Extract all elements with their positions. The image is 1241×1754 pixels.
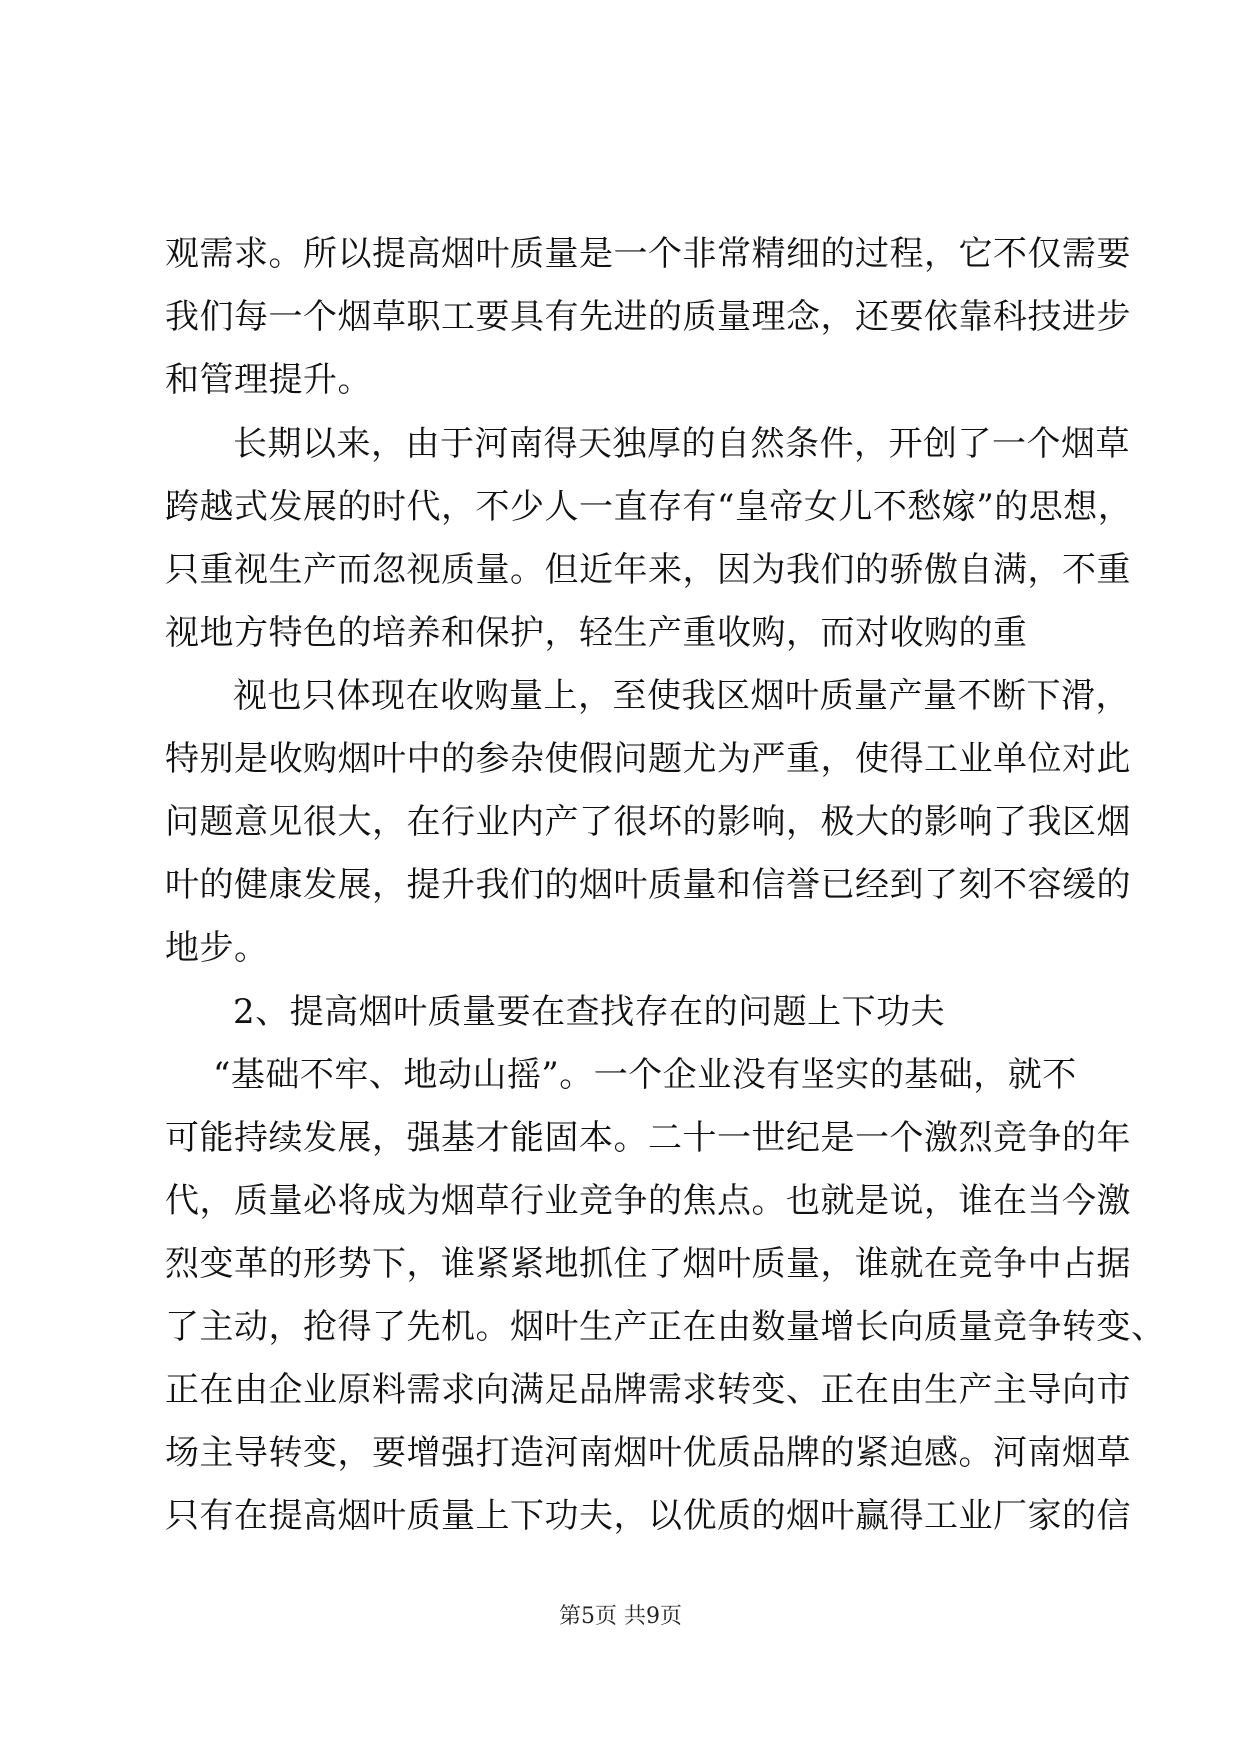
text-line: 问题意见很大，在行业内产了很坏的影响，极大的影响了我区烟 [165, 802, 1131, 842]
text-line: 可能持续发展，强基才能固本。二十一世纪是一个激烈竞争的年 [165, 1118, 1131, 1158]
text-line: 视也只体现在收购量上，至使我区烟叶质量产量不断下滑， [233, 676, 1130, 716]
text-line: 只重视生产而忽视质量。但近年来，因为我们的骄傲自满，不重 [165, 550, 1131, 590]
text-line: “基础不牢、地动山摇”。一个企业没有坚实的基础，就不 [213, 1055, 1077, 1095]
text-line: 叶的健康发展，提升我们的烟叶质量和信誉已经到了刻不容缓的 [165, 865, 1131, 905]
text-line: 烈变革的形势下，谁紧紧地抓住了烟叶质量，谁就在竞争中占据 [165, 1244, 1131, 1284]
page-number-footer: 第5页 共9页 [559, 1604, 682, 1629]
text-line: 代，质量必将成为烟草行业竞争的焦点。也就是说，谁在当今激 [165, 1181, 1131, 1221]
text-line: 长期以来，由于河南得天独厚的自然条件，开创了一个烟草 [233, 424, 1130, 464]
text-line: 地步。 [165, 928, 269, 968]
text-line: 我们每一个烟草职工要具有先进的质量理念，还要依靠科技进步 [165, 297, 1131, 337]
text-line: 正在由企业原料需求向满足品牌需求转变、正在由生产主导向市 [165, 1370, 1131, 1410]
text-line: 只有在提高烟叶质量上下功夫，以优质的烟叶赢得工业厂家的信 [165, 1496, 1131, 1536]
text-line: 了主动，抢得了先机。烟叶生产正在由数量增长向质量竞争转变、 [165, 1307, 1166, 1347]
text-line: 场主导转变，要增强打造河南烟叶优质品牌的紧迫感。河南烟草 [165, 1433, 1131, 1473]
text-line: 观需求。所以提高烟叶质量是一个非常精细的过程，它不仅需要 [165, 234, 1131, 274]
text-line: 视地方特色的培养和保护，轻生产重收购，而对收购的重 [165, 613, 1028, 653]
text-line: 跨越式发展的时代，不少人一直存有“皇帝女儿不愁嫁”的思想， [165, 487, 1133, 527]
text-line: 和管理提升。 [165, 360, 372, 400]
text-line: 特别是收购烟叶中的参杂使假问题尤为严重，使得工业单位对此 [165, 739, 1131, 779]
section-heading: 2、提高烟叶质量要在查找存在的问题上下功夫 [233, 992, 946, 1032]
